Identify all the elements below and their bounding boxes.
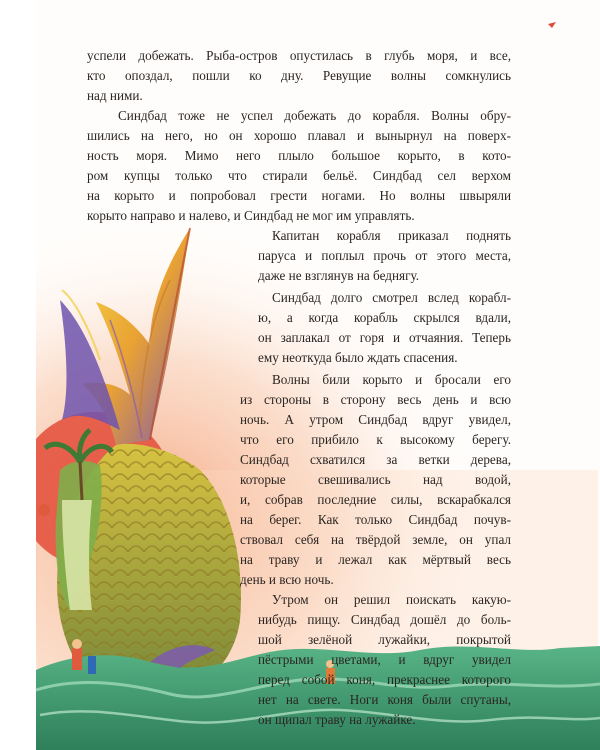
text-line: Волны били корыто и бросали его <box>272 372 511 387</box>
text-line: кто опоздал, пошли ко дну. Ревущие волны сомкнулись <box>87 68 511 83</box>
text-line: Утром он решил поискать какую- <box>272 592 511 607</box>
text-line: он заплакал от горя и отчаяния. Теперь <box>258 330 511 345</box>
text-line: корыто направо и налево, и Синдбад не мог им управлять. <box>87 208 415 223</box>
text-line: шились на него, но он хорошо плавал и вынырнул на поверх- <box>87 128 511 143</box>
text-line: на корыто и попробовал грести ногами. Но волны швыряли <box>87 188 511 203</box>
text-line: пёстрыми цветами, и вдруг увидел <box>258 652 511 667</box>
text-line: нет на свете. Ноги коня были спутаны, <box>258 692 511 707</box>
text-line: Капитан корабля приказал поднять <box>272 228 511 243</box>
text-line: на берег. Как только Синдбад почув- <box>240 512 511 527</box>
text-line: на траву и лежал как мёртвый весь <box>240 552 511 567</box>
text-line: успели добежать. Рыба-остров опустилась в глубь моря, и все, <box>87 48 511 63</box>
text-line: Синдбад тоже не успел добежать до корабля. Волны обру- <box>118 108 511 123</box>
text-line: Синдбад схватился за ветки дерева, <box>240 452 511 467</box>
text-line: нибудь пищу. Синдбад дошёл до боль- <box>258 612 511 627</box>
text-line: из стороны в сторону весь день и всю <box>240 392 511 407</box>
text-line: паруса и поплыл прочь от этого места, <box>258 248 511 263</box>
text-line: перед собой коня, прекраснее которого <box>258 672 511 687</box>
text-line: день и всю ночь. <box>240 572 334 587</box>
text-line: он щипал траву на лужайке. <box>258 712 416 727</box>
text-line: которые свешивались над водой, <box>240 472 511 487</box>
text-line: ночь. А утром Синдбад вдруг увидел, <box>240 412 511 427</box>
text-line: Синдбад долго смотрел вслед корабл- <box>272 290 511 305</box>
text-line: ность моря. Мимо него плыло большое корыто, в кото- <box>87 148 511 163</box>
text-line: ему неоткуда было ждать спасения. <box>258 350 458 365</box>
text-line: даже не взглянув на беднягу. <box>258 268 420 283</box>
text-line: над ними. <box>87 88 143 103</box>
text-line: ствовал себя на твёрдой земле, он упал <box>240 532 511 547</box>
text-line: ром купцы только что стирали бельё. Синдбад сел верхом <box>87 168 511 183</box>
text-line: и, собрав последние силы, вскарабкался <box>240 492 511 507</box>
text-line: шой зелёной лужайки, покрытой <box>258 632 511 647</box>
text-line: что его прибило к высокому берегу. <box>240 432 511 447</box>
text-line: ю, а когда корабль скрылся вдали, <box>258 310 511 325</box>
